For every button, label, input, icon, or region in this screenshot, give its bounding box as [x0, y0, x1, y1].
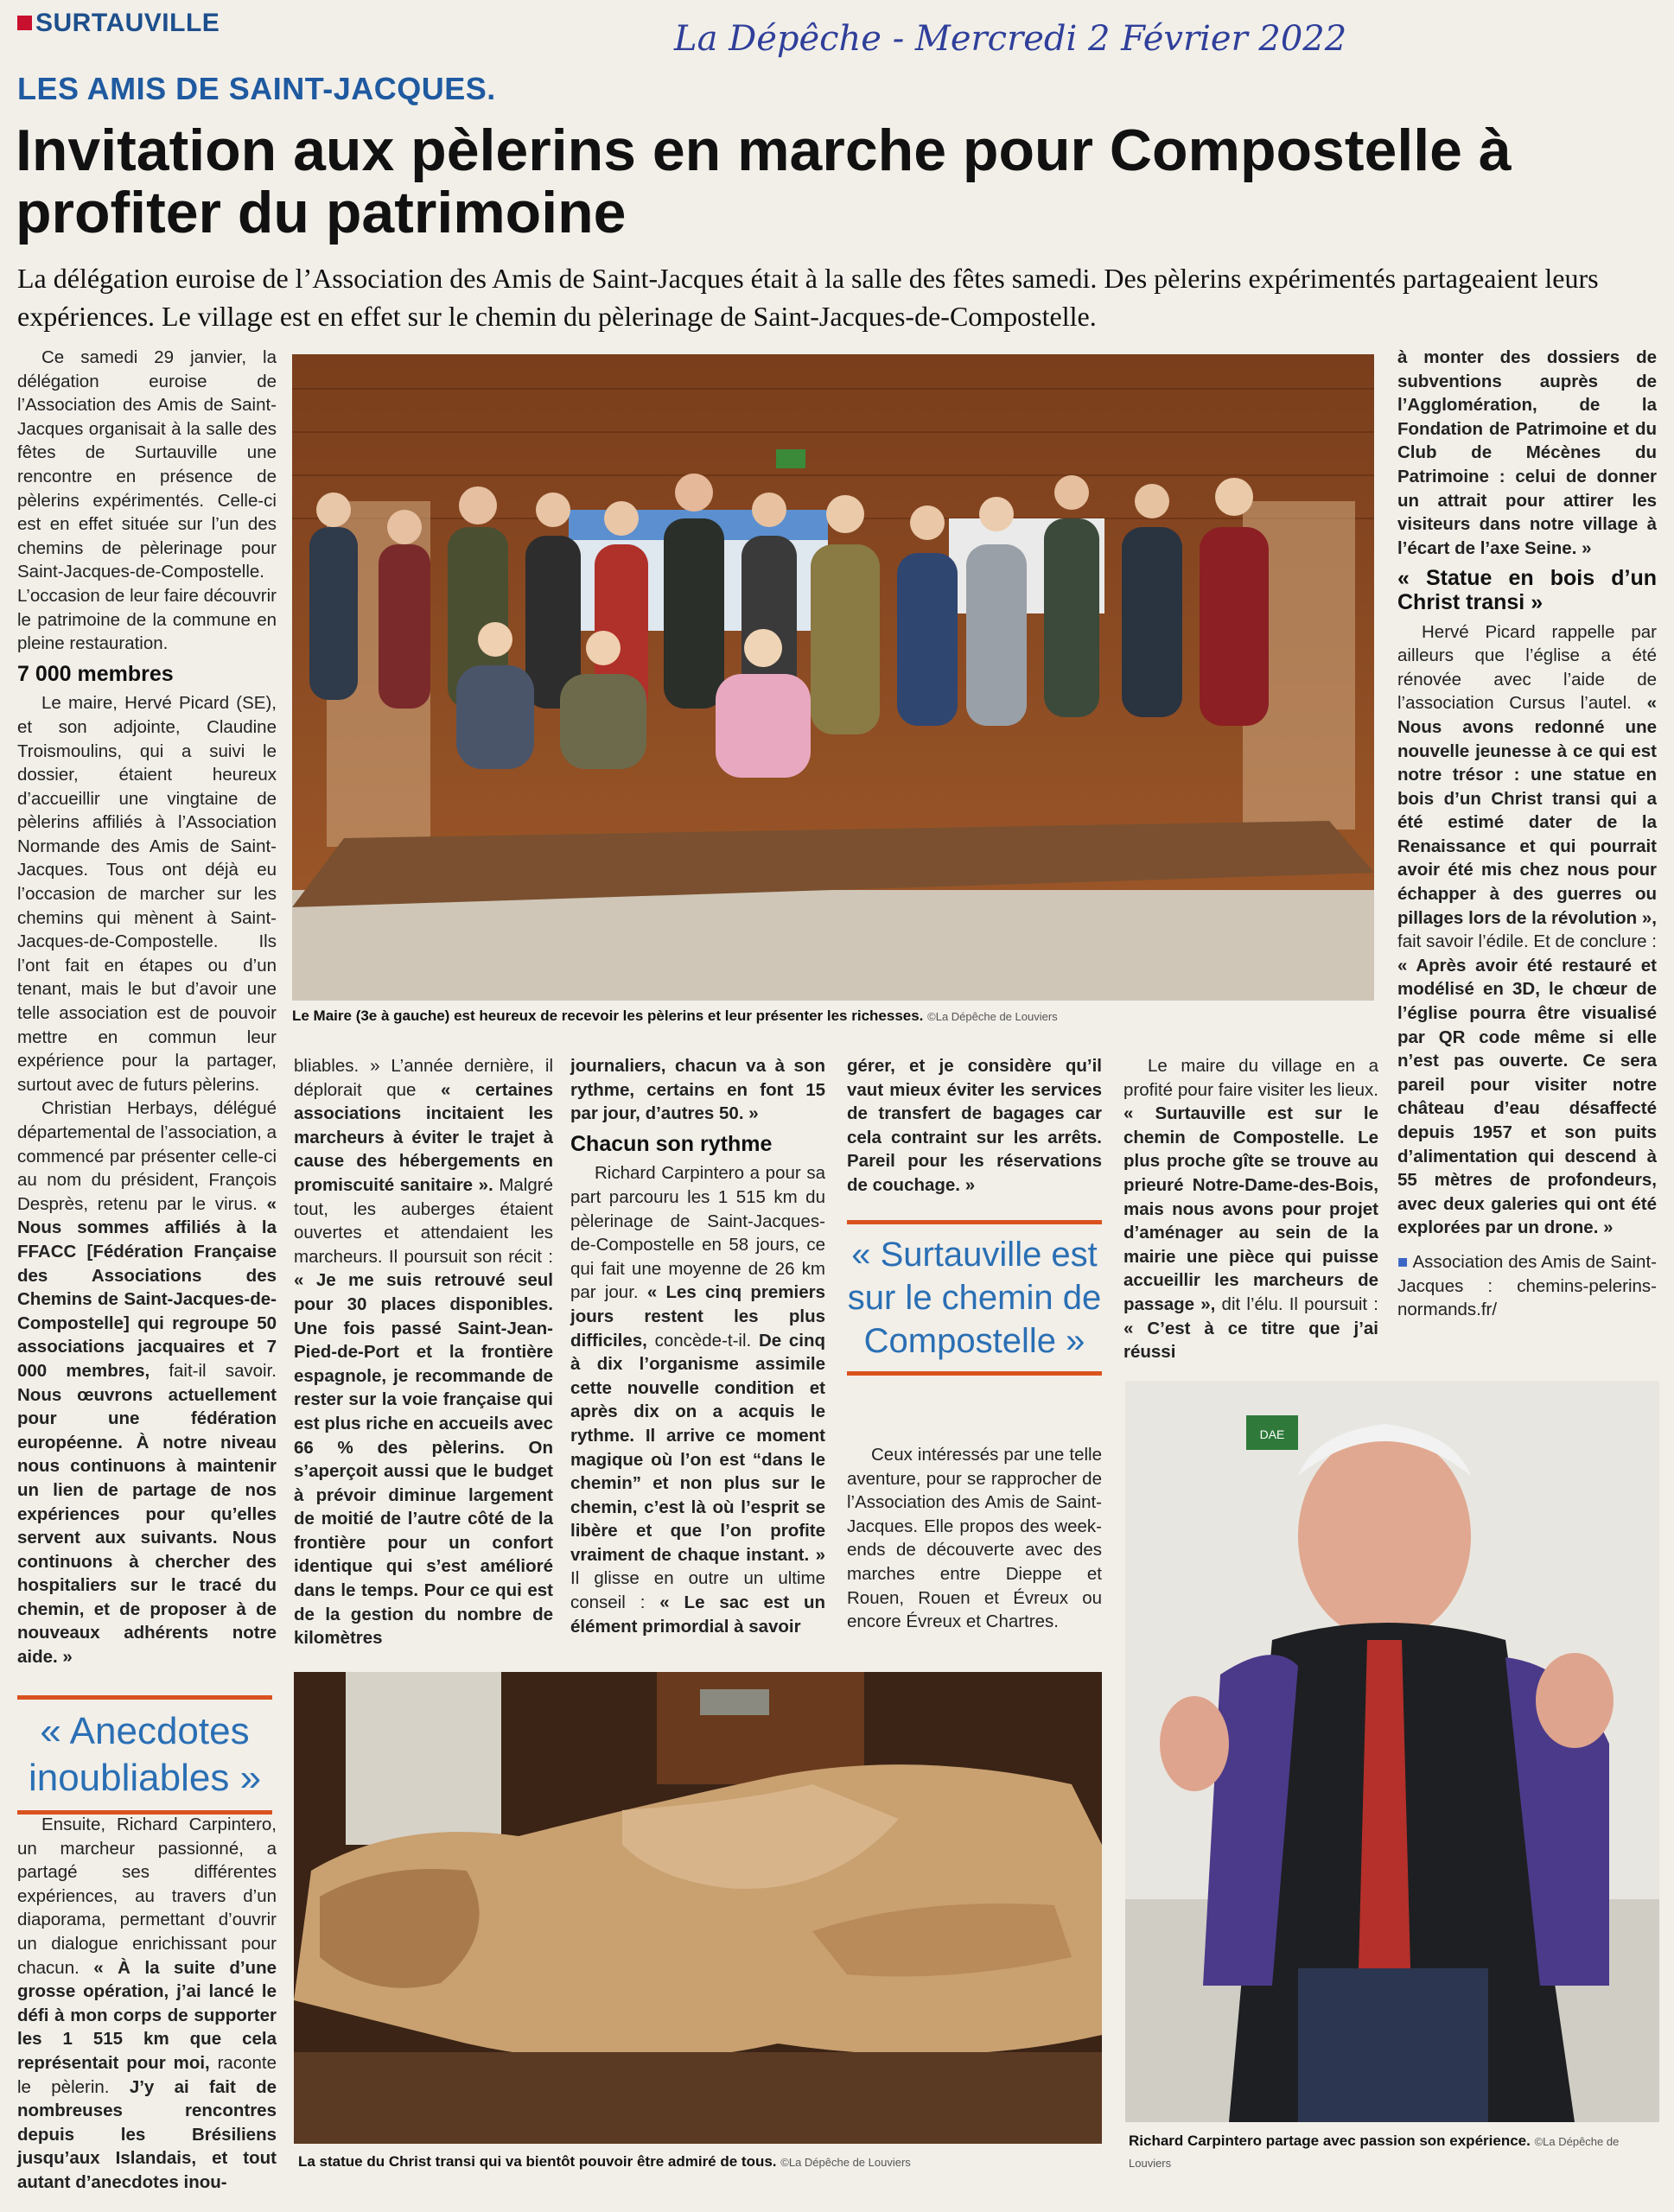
text-run: concède-t-il.: [654, 1330, 752, 1351]
group-photo: [292, 354, 1374, 1001]
speaker-photo-illustration: [1125, 1381, 1659, 2122]
column-2: [294, 1054, 553, 1650]
column-1-continued: [17, 1813, 277, 2195]
text-run: Richard Carpintero a pour sa part parcouru les 1 515 km du pèlerinage de Saint-Jacques-de-Compostelle en 58 jours, ce qui fait une moyenne de 26 km par jour.: [570, 1163, 825, 1303]
quote-run: « C’est à ce titre que j’ai réussi: [1123, 1318, 1378, 1363]
col5-paragraph: [1123, 1054, 1378, 1364]
group-photo-caption: [292, 1007, 1374, 1025]
col2-paragraph: [294, 1054, 553, 1650]
quote-run: « Je me suis retrouvé seul pour 30 places disponibles. Une fois passé Saint-Jean-Pied-de-Port et la frontière espagnole, je recommande de rester sur la voie française qui est plus riche en accueils avec 66 % des pèlerins. On s’aperçoit aussi que le budget à prévoir diminue largement de moitié de l’autre côté de la frontière pour un confort identique qui s’est amélioré dans le temps. Pour ce qui est de la gestion du nombre de kilomètres: [294, 1270, 553, 1649]
pull-quote-anecdotes: « Anecdotes inoubliables »: [17, 1695, 272, 1815]
text-run: raconte le pèlerin.: [17, 2052, 277, 2097]
group-photo-illustration: [292, 354, 1374, 1001]
col1-paragraph: Ce samedi 29 janvier, la délégation euroise de l’Association des Amis de Saint-Jacques organisait à la salle des fêtes de Surtauville une rencontre en présence de pèlerins expérimentés. Celle-ci est en effet située sur l’un des chemins de pèlerinage pour Saint-Jacques-de-Compostelle. L’occasion de leur faire découvrir le patrimoine de la commune en pleine restauration.: [17, 347, 277, 654]
col6-paragraph: à monter des dossiers de subventions auprès de l’Agglomération, de la Fondation de Patrimoine et du Club de Mécènes du Patrimoine : celui de donner un attrait pour attirer les visiteurs dans notre village à l’écart de l’axe Seine. »: [1397, 347, 1657, 558]
association-info: [1397, 1250, 1657, 1322]
bullet-icon: ■: [1397, 1251, 1409, 1272]
pull-quote-surtauville: « Surtauville est sur le chemin de Compostelle »: [847, 1220, 1102, 1376]
col4-paragraph: gérer, et je considère qu’il vaut mieux éviter les services de transfert de bagages car cela contraint sur les arrêts. Pareil pour les réservations de couchage. »: [847, 1056, 1102, 1195]
quote-run: « Nous sommes affiliés à la FFACC [Fédération Française des Associations des Chemins de Saint-Jacques-de-Compostelle] qui regroupe 50 associations jacquaires et 7 000 membres,: [17, 1193, 277, 1381]
quote-run: « Surtauville est sur le chemin de Compostelle. Le plus proche gîte se trouve au prieuré Notre-Dame-des-Bois, mais nous avons pour projet d’aménager au sein de la mairie une pièce qui puisse accueillir les marcheurs de passage »,: [1123, 1103, 1378, 1314]
subhead-statue-en-bois: « Statue en bois d’un Christ transi »: [1397, 566, 1657, 614]
text-run: Christian Herbays, délégué départemental de l’association, a commencé par présenter celle-ci au nom du président, François Desprès, retenu par le virus.: [17, 1098, 277, 1214]
quote-run: « Nous avons redonné une nouvelle jeunesse à ce qui est notre trésor : une statue en bois d’un Christ transi qui a été estimé dater de la Renaissance et qui pourrait avoir été mis chez nous pour échapper à des guerres ou pillages lors de la révolution »,: [1397, 693, 1657, 928]
quote-run: J’y ai fait de nombreuses rencontres depuis les Brésiliens jusqu’aux Islandais, et tout autant d’anecdotes inou-: [17, 2076, 277, 2192]
article-kicker: LES AMIS DE SAINT-JACQUES.: [17, 71, 496, 106]
col1-paragraph: Le maire, Hervé Picard (SE), et son adjointe, Claudine Troismoulins, qui a suivi le dossier, étaient heureux d’accueillir une vingtaine de pèlerins affiliés à l’Association Normande des Amis de Saint-Jacques. Tous ont déjà eu l’occasion de marcher sur les chemins qui mènent à Saint-Jacques-de-Compostelle. Ils l’ont fait en étapes ou d’un tenant, mais le but d’avoir une telle association est de pouvoir mettre en commun leur expérience pour la partager, surtout avec de futurs pèlerins.: [17, 693, 277, 1095]
column-3: [570, 1054, 825, 1638]
col1-paragraph: [17, 1096, 277, 1669]
caption-text: Le Maire (3e à gauche) est heureux de recevoir les pèlerins et leur présenter les richesses.: [292, 1007, 924, 1024]
caption-text: La statue du Christ transi qui va bientôt pouvoir être admiré de tous.: [298, 2153, 777, 2170]
statue-photo-caption: [298, 2153, 1102, 2171]
column-5: [1123, 1054, 1378, 1364]
handwritten-date: La Dépêche - Mercredi 2 Février 2022: [674, 19, 1347, 59]
text-run: Malgré tout, les auberges étaient ouvertes et attendaient les marcheurs. Il poursuit son récit :: [294, 1174, 553, 1267]
col3-paragraph: journaliers, chacun va à son rythme, certains en font 15 par jour, d’autres 50. »: [570, 1056, 825, 1124]
text-run: fait savoir l’édile. Et de conclure :: [1397, 931, 1657, 952]
text-run: L’année dernière, il déplorait que: [294, 1056, 553, 1100]
quote-run: De cinq à dix l’organisme assimile cette nouvelle condition et après dix on a acquis le rythme. Il arrive ce moment magique où l’on est “dans le chemin” et non plus sur le chemin, c’est là où l’esprit se libère et que l’on profite vraiment de chaque instant. »: [570, 1330, 825, 1565]
column-6: [1397, 346, 1657, 1322]
column-1: [17, 346, 277, 1669]
article-headline: Invitation aux pèlerins en marche pour Compostelle à profiter du patrimoine: [16, 118, 1512, 245]
col6-paragraph: [1397, 620, 1657, 1240]
text-run: dit l’élu. Il poursuit :: [1221, 1294, 1378, 1314]
quote-run: « Après avoir été restauré et modélisé en 3D, le chœur de l’église pourra être visualisé par QR code même si elle n’est pas ouverte. Ce sera pareil pour visiter notre château d’eau désaffecté depuis 1957 et son puits d’alimentation qui descend à 55 mètres de profondeurs, avec deux galeries qui ont été explorées par un drone. »: [1397, 955, 1657, 1238]
association-info-text: Association des Amis de Saint-Jacques : chemins-pelerins-normands.fr/: [1397, 1251, 1657, 1320]
quote-run: Nous œuvrons actuellement pour une fédération européenne. À notre niveau nous continuons à maintenir un lien de partage de nos expériences pour qu’elles servent aux suivants. Nous continuons à chercher des hospitaliers sur le tracé du chemin, et de proposer à de nouveaux adhérents notre aide. »: [17, 1384, 277, 1668]
col4-paragraph: Ceux intéressés par une telle aventure, pour se rapprocher de l’Association des Amis de Saint-Jacques. Elle propos des week-ends de découverte avec des marches entre Dieppe et Rouen, Rouen et Évreux ou encore Évreux et Chartres.: [847, 1445, 1102, 1632]
text-run: bliables. »: [294, 1056, 380, 1076]
caption-credit: ©La Dépêche de Louviers: [780, 2156, 911, 2169]
rubric-label: SURTAUVILLE: [35, 9, 220, 37]
text-run: Ensuite, Richard Carpintero, un marcheur passionné, a partagé ses différentes expériences, au travers d’un diaporama, permettant d’ouvrir un dialogue enrichissant pour chacun.: [17, 1815, 277, 1978]
quote-run: « Le sac est un élément primordial à savoir: [570, 1592, 825, 1637]
col3-paragraph: [570, 1161, 825, 1638]
column-4: [847, 1054, 1102, 1198]
statue-photo-illustration: [294, 1672, 1102, 2144]
rubric-surtauville: [17, 9, 220, 38]
subhead-7000-membres: 7 000 membres: [17, 661, 174, 686]
col1-paragraph: [17, 1813, 277, 2195]
caption-credit: ©La Dépêche de Louviers: [927, 1010, 1058, 1023]
text-run: Le maire du village en a profité pour faire visiter les lieux.: [1123, 1056, 1378, 1100]
quote-run: « Les cinq premiers jours restent les plus difficiles,: [570, 1282, 825, 1351]
quote-run: « À la suite d’une grosse opération, j’ai lancé le défi à mon corps de supporter les 1 515 km que cela représentait pour moi,: [17, 1957, 277, 2073]
exit-sign-label: DAE: [1259, 1427, 1285, 1441]
text-run: fait-il savoir.: [169, 1360, 277, 1381]
text-run: Il glisse en outre un ultime conseil :: [570, 1568, 825, 1613]
rubric-square-icon: [17, 16, 32, 30]
quote-run: « certaines associations incitaient les marcheurs à éviter le trajet à cause des hébergements en promiscuité sanitaire ».: [294, 1079, 553, 1195]
speaker-photo-caption: [1129, 2131, 1656, 2174]
text-run: Hervé Picard rappelle par ailleurs que l’église a été rénovée avec l’aide de l’association Cursus l’autel.: [1397, 621, 1657, 714]
subhead-chacun-son-rythme: Chacun son rythme: [570, 1131, 773, 1156]
statue-photo: [294, 1672, 1102, 2144]
column-4-continued: [847, 1443, 1102, 1634]
article-lead: La délégation euroise de l’Association des Amis de Saint-Jacques était à la salle des fêtes samedi. Des pèlerins expérimentés partageaient leurs expériences. Le village est en effet sur le chemin du pèlerinage de Saint-Jacques-de-Compostelle.: [17, 263, 1599, 332]
caption-text: Richard Carpintero partage avec passion son expérience.: [1129, 2133, 1531, 2149]
speaker-photo: [1125, 1381, 1659, 2122]
caption-credit: ©La Dépêche de Louviers: [1129, 2135, 1620, 2170]
